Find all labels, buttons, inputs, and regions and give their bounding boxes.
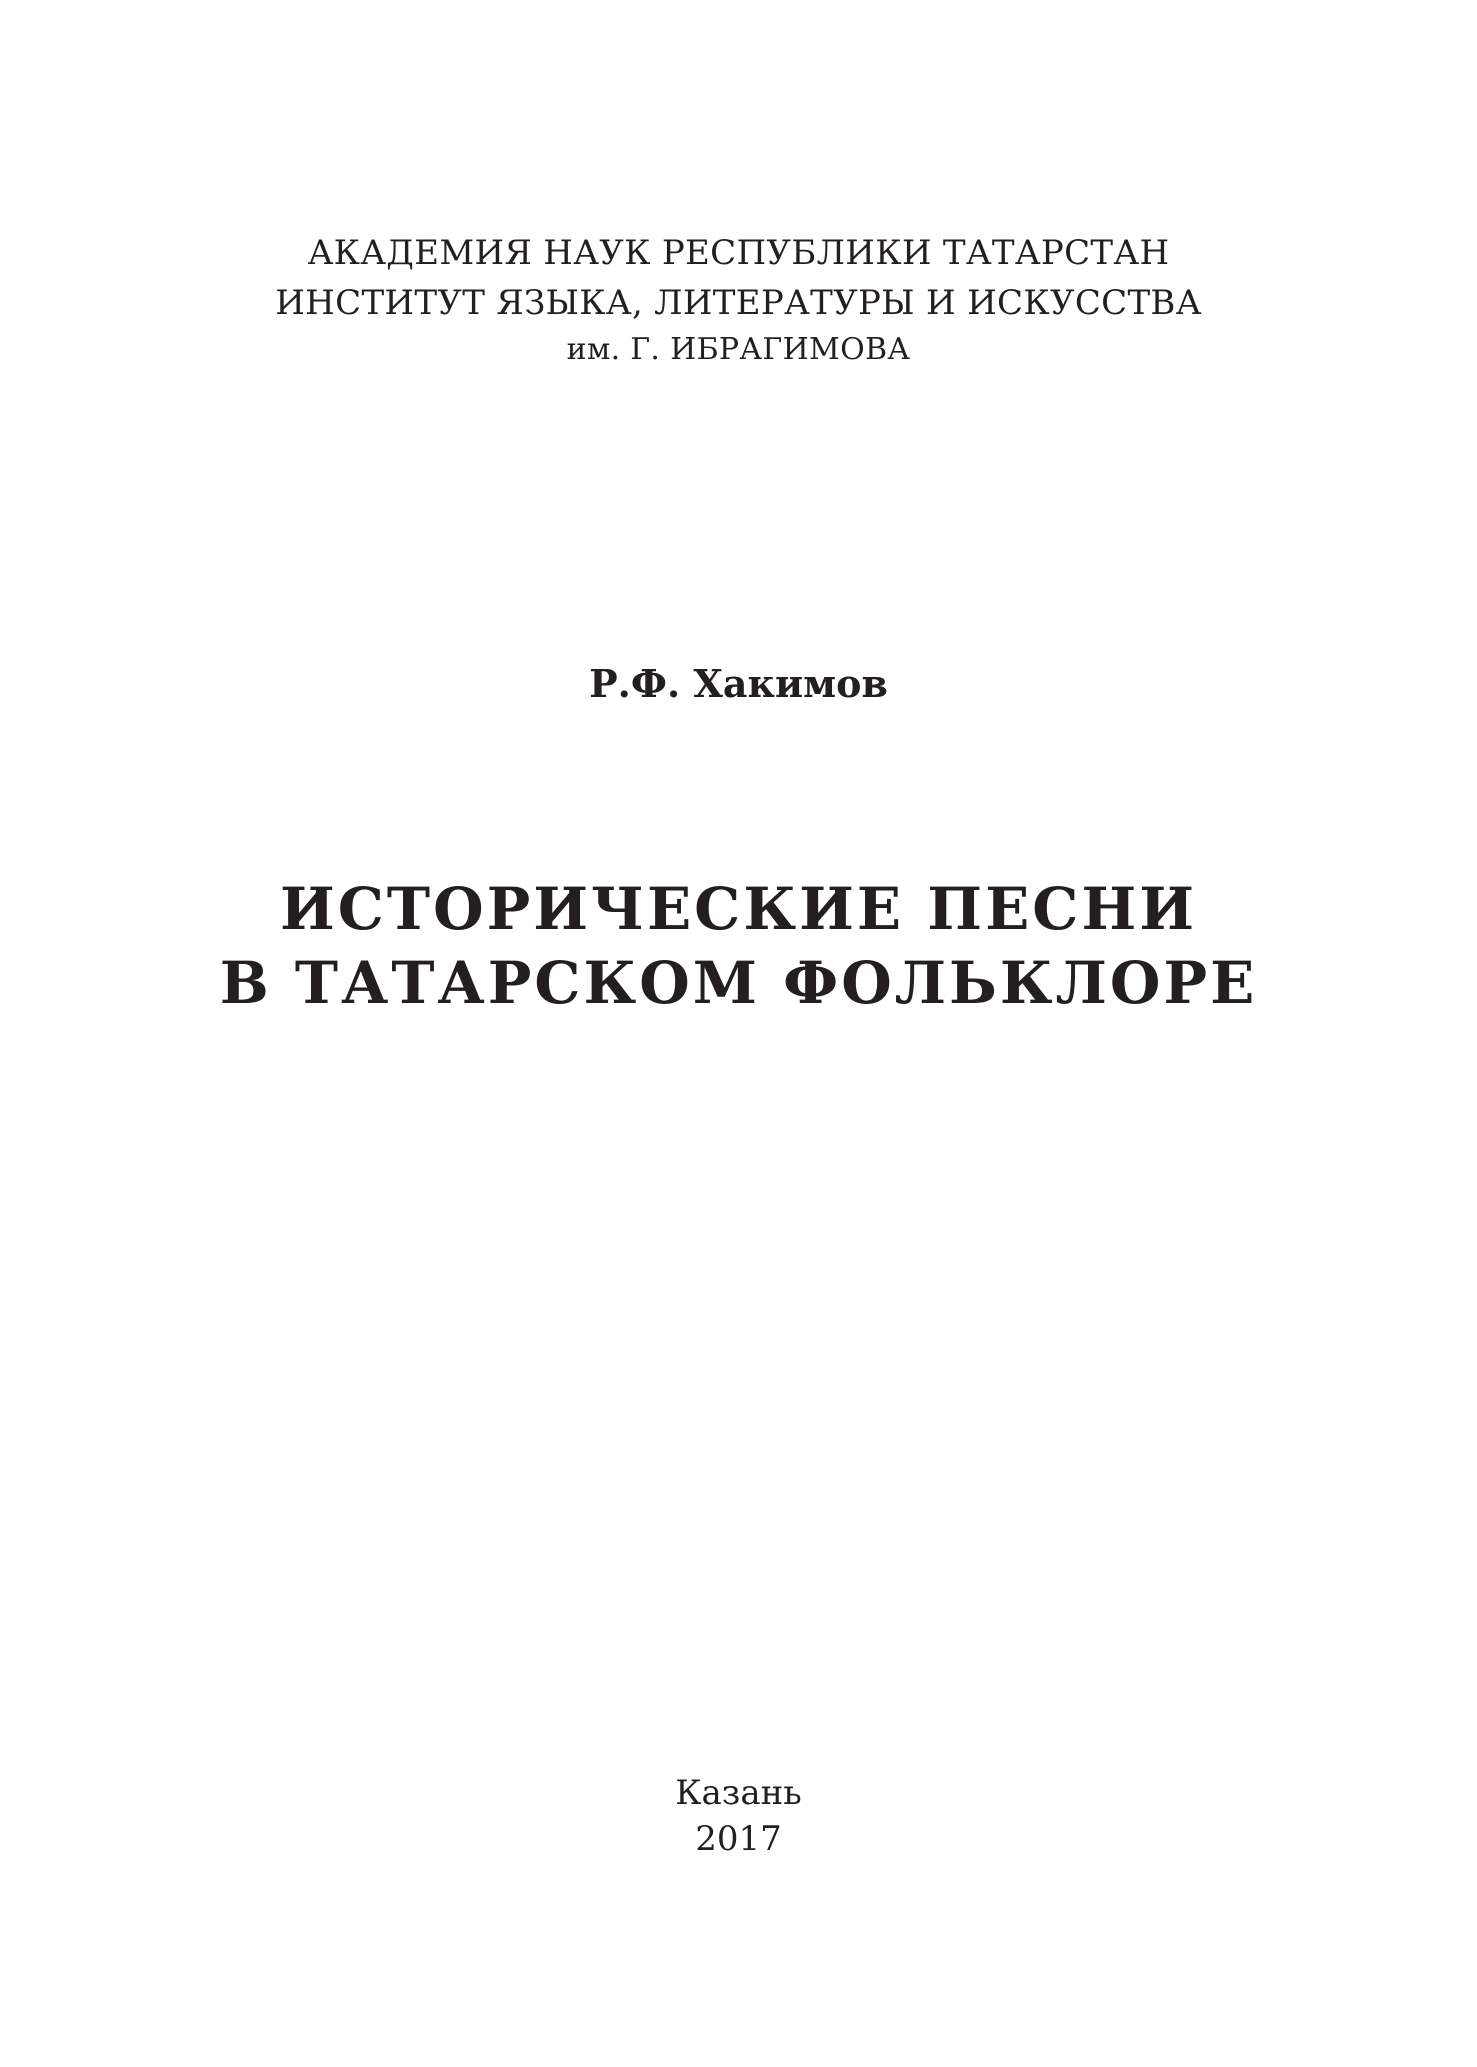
book-title-line-1: ИСТОРИЧЕСКИЕ ПЕСНИ xyxy=(279,875,1198,943)
imprint-year: 2017 xyxy=(695,1819,782,1859)
author-name: Р.Ф. Хакимов xyxy=(589,661,888,706)
imprint-city: Казань xyxy=(675,1773,802,1813)
academy-name: АКАДЕМИЯ НАУК РЕСПУБЛИКИ ТАТАРСТАН xyxy=(307,233,1170,273)
institute-name: ИНСТИТУТ ЯЗЫКА, ЛИТЕРАТУРЫ И ИСКУССТВА xyxy=(275,283,1202,323)
institute-named-after: им. Г. ИБРАГИМОВА xyxy=(566,332,911,367)
book-title-line-2: В ТАТАРСКОМ ФОЛЬКЛОРЕ xyxy=(219,949,1258,1017)
book-title xyxy=(0,872,1477,1020)
organization-header xyxy=(0,228,1477,372)
imprint xyxy=(0,1770,1477,1862)
